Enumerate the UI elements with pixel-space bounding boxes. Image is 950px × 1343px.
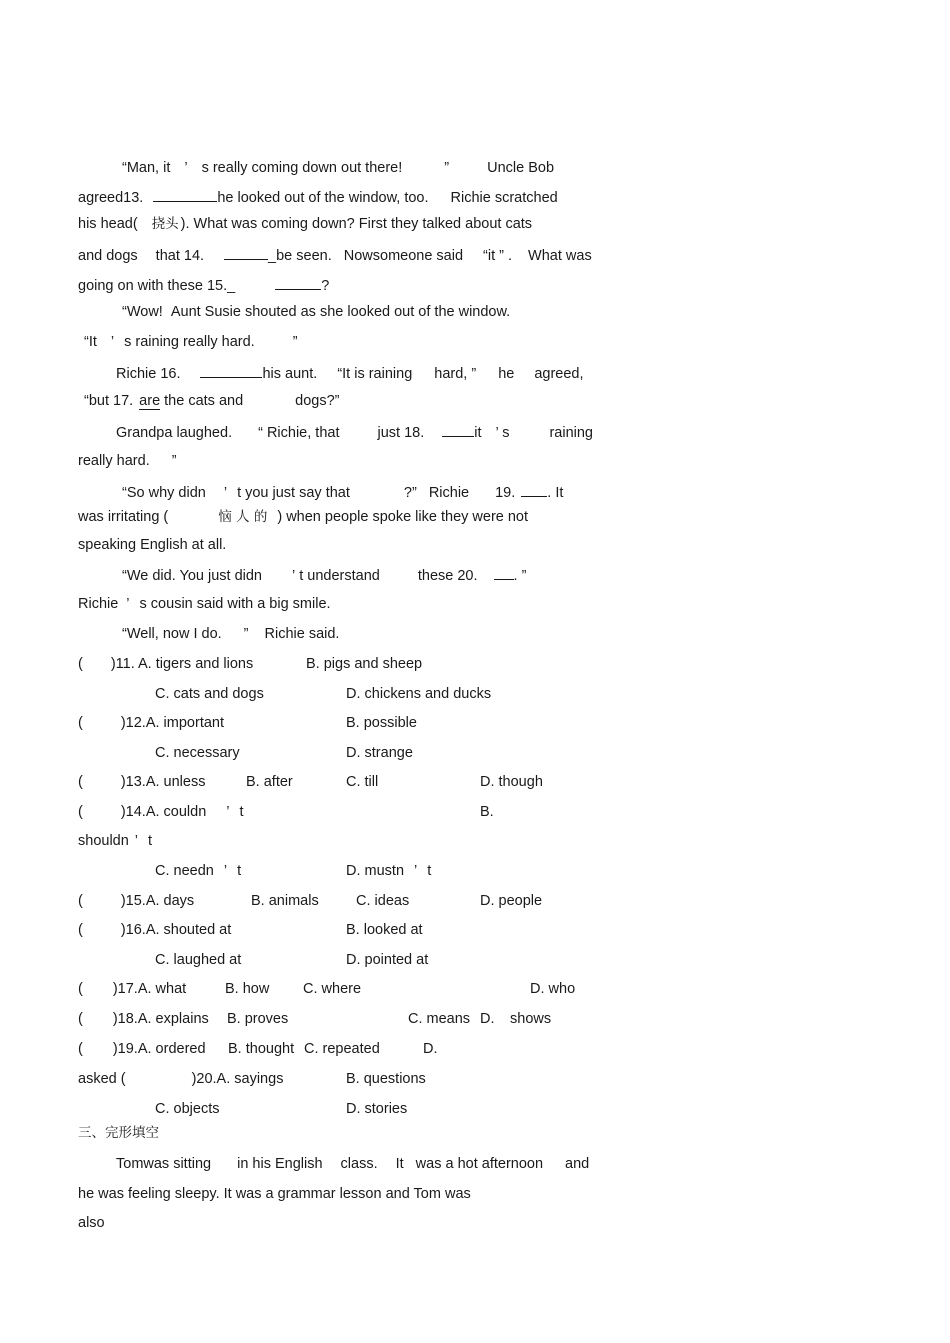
text: t bbox=[148, 833, 153, 849]
option-d bbox=[346, 862, 431, 880]
text: t bbox=[427, 863, 432, 879]
question-14 bbox=[78, 803, 494, 821]
text: ) when people spoke like they were not bbox=[277, 509, 529, 525]
text: t you just say that bbox=[237, 485, 350, 501]
option-a: )15.A. days bbox=[120, 893, 195, 909]
passage-line-11 bbox=[78, 452, 177, 470]
passage-line-17 bbox=[78, 625, 339, 643]
answer-blank-18[interactable] bbox=[442, 422, 474, 437]
passage-line-7 bbox=[78, 333, 298, 351]
text: “but 17. bbox=[84, 393, 134, 409]
option-b: B. possible bbox=[346, 715, 417, 731]
option-a: )11. A. tigers and lions bbox=[110, 656, 254, 672]
option-b: B. after bbox=[246, 774, 293, 790]
passage-line-16 bbox=[78, 595, 331, 613]
text: ’ bbox=[134, 833, 139, 849]
text: Richie 16. bbox=[116, 366, 181, 382]
text: ’ bbox=[226, 804, 230, 820]
text: ’ bbox=[223, 485, 228, 501]
text: he bbox=[498, 366, 515, 382]
answer-paren[interactable]: ( bbox=[78, 981, 83, 997]
text: It bbox=[395, 1156, 404, 1172]
text: Richie bbox=[428, 485, 470, 501]
text: raining bbox=[549, 425, 593, 441]
question-15 bbox=[78, 892, 543, 910]
section-heading: 三、完形填空 bbox=[78, 1125, 159, 1141]
option-a: )16.A. shouted at bbox=[120, 922, 232, 938]
text: 挠头 bbox=[151, 216, 179, 232]
passage-line-15 bbox=[78, 565, 526, 585]
answer-paren[interactable]: ( bbox=[78, 804, 83, 820]
option-c: C. necessary bbox=[155, 745, 240, 761]
text: agreed, bbox=[534, 366, 584, 382]
text: going on with these 15._ bbox=[78, 278, 236, 294]
text: Tomwas sitting bbox=[116, 1156, 212, 1172]
passage-line-10 bbox=[78, 422, 593, 442]
text: s raining really hard. bbox=[124, 334, 255, 350]
option-a: )17.A. what bbox=[112, 981, 187, 997]
question-16 bbox=[78, 921, 423, 939]
answer-paren[interactable]: ( bbox=[78, 1041, 83, 1057]
option-b: B. bbox=[480, 804, 494, 820]
answer-blank-19[interactable] bbox=[521, 482, 547, 497]
passage-line-5 bbox=[78, 275, 329, 295]
text: ). What was coming down? First they talked about cats bbox=[180, 216, 533, 232]
section3-line-2 bbox=[78, 1185, 471, 1203]
text: hard, ” bbox=[434, 366, 477, 382]
option-b: B. looked at bbox=[346, 922, 423, 938]
text: also bbox=[78, 1215, 105, 1231]
option-c: C. cats and dogs bbox=[155, 686, 264, 702]
text: Uncle Bob bbox=[487, 160, 555, 176]
answer-paren[interactable]: ( bbox=[78, 1011, 83, 1027]
text: ’ s bbox=[495, 425, 510, 441]
question-19 bbox=[78, 1040, 438, 1058]
text: “it ” . bbox=[483, 248, 513, 264]
text: the cats and bbox=[164, 393, 244, 409]
option-c: C. objects bbox=[155, 1101, 220, 1117]
option-d: D. bbox=[480, 1011, 495, 1027]
option-b: B. proves bbox=[227, 1011, 289, 1027]
text: shouldn bbox=[78, 833, 129, 849]
text: his head( bbox=[78, 216, 138, 232]
text: “It is raining bbox=[337, 366, 413, 382]
question-20 bbox=[78, 1070, 426, 1088]
option-d: D. bbox=[423, 1041, 438, 1057]
question-14-b-cont bbox=[78, 832, 152, 850]
option-c: C. ideas bbox=[356, 893, 410, 909]
answer-blank-17[interactable]: are bbox=[139, 393, 161, 409]
text: ?” bbox=[403, 485, 417, 501]
text: s really coming down out there! bbox=[201, 160, 403, 176]
answer-paren[interactable]: ( bbox=[78, 715, 83, 731]
option-b: B. thought bbox=[228, 1041, 295, 1057]
question-11 bbox=[78, 655, 423, 673]
text: C. needn bbox=[155, 863, 214, 879]
text: “Well, now I do. bbox=[122, 626, 222, 642]
question-13 bbox=[78, 773, 543, 791]
option-a: )13.A. unless bbox=[120, 774, 206, 790]
option-c: C. means bbox=[408, 1011, 471, 1027]
question-12 bbox=[78, 714, 417, 732]
text: . It bbox=[547, 485, 564, 501]
text: was irritating ( bbox=[78, 509, 169, 525]
text: ’ bbox=[126, 596, 130, 612]
text: Nowsomeone said bbox=[343, 248, 464, 264]
option-a: )12.A. important bbox=[120, 715, 225, 731]
passage-line-4 bbox=[78, 245, 592, 265]
text: D. mustn bbox=[346, 863, 405, 879]
text: t bbox=[239, 804, 244, 820]
text: t understand bbox=[299, 568, 380, 584]
text: . ” bbox=[513, 568, 527, 584]
text: “It bbox=[84, 334, 97, 350]
option-c: C. where bbox=[303, 981, 362, 997]
text: shows bbox=[510, 1011, 552, 1027]
text: Richie scratched bbox=[450, 190, 558, 206]
answer-paren[interactable]: ( bbox=[78, 656, 83, 672]
text: ’ bbox=[414, 863, 418, 879]
question-17 bbox=[78, 980, 576, 998]
option-b: B. questions bbox=[346, 1071, 426, 1087]
text: “Man, it bbox=[122, 160, 171, 176]
option-c: C. laughed at bbox=[155, 952, 242, 968]
text: his aunt. bbox=[262, 366, 318, 382]
text: t bbox=[237, 863, 242, 879]
option-d: D. though bbox=[480, 774, 543, 790]
option-d: D. stories bbox=[346, 1101, 408, 1117]
answer-blank-16[interactable] bbox=[200, 363, 262, 378]
answer-blank-20[interactable] bbox=[494, 565, 514, 580]
option-a: )20.A. sayings bbox=[191, 1071, 284, 1087]
text: he was feeling sleepy. It was a grammar lesson and Tom was bbox=[78, 1186, 471, 1202]
text: ’ bbox=[223, 863, 228, 879]
text: agreed13. bbox=[78, 190, 144, 206]
section3-line-1 bbox=[78, 1155, 589, 1173]
option-d: D. chickens and ducks bbox=[346, 686, 492, 702]
text: he looked out of the window, too. bbox=[217, 190, 429, 206]
text: Richie said. bbox=[264, 626, 340, 642]
option-a: )14.A. couldn bbox=[120, 804, 207, 820]
text: ” bbox=[243, 626, 249, 642]
text: Aunt Susie shouted as she looked out of the window. bbox=[170, 304, 511, 320]
option-b: B. pigs and sheep bbox=[306, 656, 423, 672]
text: in his English bbox=[237, 1156, 323, 1172]
text: ” bbox=[444, 160, 450, 176]
text: What was bbox=[528, 248, 592, 264]
answer-paren[interactable]: ( bbox=[78, 774, 83, 790]
option-d: D. who bbox=[530, 981, 576, 997]
text: 恼 人 的 bbox=[218, 509, 268, 525]
answer-paren[interactable]: ( bbox=[78, 922, 83, 938]
text: these 20. bbox=[417, 568, 478, 584]
option-c bbox=[155, 862, 241, 880]
answer-paren[interactable]: ( bbox=[78, 893, 83, 909]
passage-line-13 bbox=[78, 508, 528, 526]
text: that 14. bbox=[155, 248, 205, 264]
option-b: B. animals bbox=[251, 893, 319, 909]
text: dogs?” bbox=[295, 393, 340, 409]
option-d: D. people bbox=[480, 893, 543, 909]
text: “We did. You just didn bbox=[122, 568, 262, 584]
option-a: )19.A. ordered bbox=[112, 1041, 206, 1057]
text: “Wow! bbox=[122, 304, 163, 320]
text: ’ bbox=[110, 334, 115, 350]
text: really hard. bbox=[78, 453, 150, 469]
passage-line-1 bbox=[78, 159, 554, 177]
text: Richie bbox=[78, 596, 119, 612]
passage-line-12 bbox=[78, 482, 563, 502]
option-a: )18.A. explains bbox=[112, 1011, 209, 1027]
text: just 18. bbox=[377, 425, 425, 441]
text: ” bbox=[171, 453, 177, 469]
passage-line-6 bbox=[78, 303, 510, 321]
text: it bbox=[474, 425, 482, 441]
passage-line-9 bbox=[78, 392, 339, 410]
option-d: D. pointed at bbox=[346, 952, 429, 968]
question-18 bbox=[78, 1010, 552, 1028]
text: was a hot afternoon bbox=[415, 1156, 544, 1172]
text: “ Richie, that bbox=[258, 425, 340, 441]
text: s cousin said with a big smile. bbox=[139, 596, 331, 612]
option-c: C. repeated bbox=[304, 1041, 380, 1057]
option-d: D. strange bbox=[346, 745, 413, 761]
answer-blank-13[interactable] bbox=[153, 187, 217, 202]
text: and bbox=[565, 1156, 590, 1172]
passage-line-2 bbox=[78, 187, 558, 207]
text: class. bbox=[340, 1156, 378, 1172]
text: ” bbox=[292, 334, 298, 350]
section3-line-3 bbox=[78, 1214, 105, 1232]
text: Grandpa laughed. bbox=[116, 425, 233, 441]
passage-line-8 bbox=[78, 363, 584, 383]
text: 19. bbox=[495, 485, 516, 501]
text: and dogs bbox=[78, 248, 138, 264]
text: _be seen. bbox=[268, 248, 332, 264]
text: speaking English at all. bbox=[78, 537, 227, 553]
text: asked ( bbox=[78, 1071, 126, 1087]
option-c: C. till bbox=[346, 774, 379, 790]
text: ’ bbox=[292, 568, 296, 584]
text: “So why didn bbox=[122, 485, 206, 501]
passage-line-14 bbox=[78, 536, 226, 554]
text: ? bbox=[321, 278, 330, 294]
answer-blank-14[interactable] bbox=[224, 245, 268, 260]
text: ’ bbox=[184, 160, 188, 176]
passage-line-3 bbox=[78, 215, 532, 233]
option-b: B. how bbox=[225, 981, 270, 997]
answer-blank-15[interactable] bbox=[275, 275, 321, 290]
